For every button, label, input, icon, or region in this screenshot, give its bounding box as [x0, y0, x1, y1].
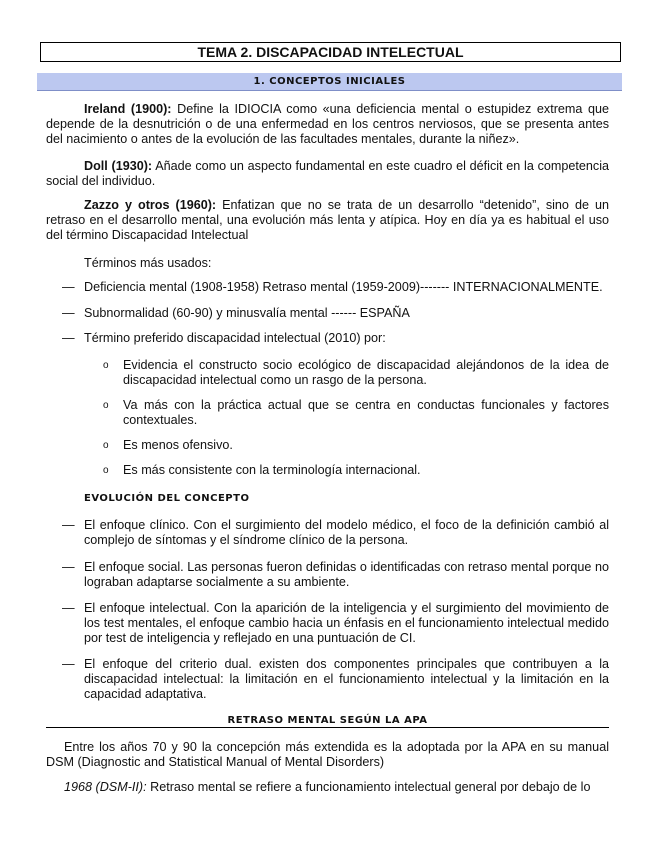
term-text: Término preferido discapacidad intelectual (2010) por: [84, 331, 386, 345]
dash-bullet: — [62, 280, 75, 294]
evolution-heading: EVOLUCIÓN DEL CONCEPTO [84, 493, 250, 504]
section-heading-conceptos: 1. CONCEPTOS INICIALES [37, 73, 622, 91]
list-item [62, 518, 609, 548]
paragraph-ireland [46, 102, 609, 147]
evolution-text: El enfoque del criterio dual. existen dos componentes principales que contribuyen a la discapacidad intelectual: la limitación en el funcionamiento intelectual y la limitación en la capacidad adaptativa. [84, 657, 609, 701]
circle-bullet: o [103, 400, 109, 411]
paragraph-doll-text: Añade como un aspecto fundamental en este cuadro el déficit en la competencia social del individuo. [46, 159, 610, 188]
list-item [103, 358, 609, 388]
circle-bullet: o [103, 360, 109, 371]
dsm-text: Retraso mental se refiere a funcionamiento intelectual general por debajo de lo [146, 780, 591, 794]
term-text: Deficiencia mental (1908-1958) Retraso mental (1959-2009)------- INTERNACIONALMENTE. [84, 280, 603, 294]
reason-text: Es menos ofensivo. [123, 438, 233, 452]
dash-bullet: — [62, 306, 75, 320]
apa-heading: RETRASO MENTAL SEGÚN LA APA [227, 715, 428, 726]
author-zazzo: Zazzo y otros (1960): [84, 198, 217, 212]
paragraph-ireland-text: Define la IDIOCIA como «una deficiencia mental o estupidez extrema que depende de la desnutrición o de una enfermedad en los centros nerviosos, que se presenta antes del nacimiento o antes de la evolución de las facultades mentales, durante la niñez». [46, 102, 610, 146]
author-doll: Doll (1930): [84, 159, 153, 173]
list-item [103, 398, 609, 428]
reason-text: Es más consistente con la terminología internacional. [123, 463, 421, 477]
author-ireland: Ireland (1900): [84, 102, 172, 116]
circle-bullet: o [103, 465, 109, 476]
list-item [62, 601, 609, 646]
dash-bullet: — [62, 601, 75, 615]
dash-bullet: — [62, 560, 75, 574]
list-item [62, 657, 609, 702]
evolution-text: El enfoque intelectual. Con la aparición de la inteligencia y el surgimiento del movimiento de los test mentales, el enfoque cambio hacia un énfasis en el funcionamiento intelectual medido por test de inteligencia y reflejado en una puntuación de CI. [84, 601, 609, 645]
dash-bullet: — [62, 331, 75, 345]
list-item [62, 560, 609, 590]
evolution-text: El enfoque social. Las personas fueron definidas o identificadas con retraso mental porque no lograban adaptarse socialmente a su ambiente. [84, 560, 609, 589]
term-text: Subnormalidad (60-90) y minusvalía mental ------ ESPAÑA [84, 306, 410, 320]
page-title: TEMA 2. DISCAPACIDAD INTELECTUAL [40, 42, 621, 62]
list-item [62, 331, 609, 346]
list-item [62, 280, 609, 295]
circle-bullet: o [103, 440, 109, 451]
evolution-text: El enfoque clínico. Con el surgimiento del modelo médico, el foco de la definición cambió al complejo de síntomas y el síndrome clínico de la persona. [84, 518, 609, 547]
reason-text: Va más con la práctica actual que se centra en conductas funcionales y factores contextuales. [123, 398, 609, 427]
list-item [62, 306, 609, 321]
paragraph-zazzo-text: Enfatizan que no se trata de un desarrollo “detenido”, sino de un retraso en el desarrollo mental, una evolución más lenta y atípica. Hoy en día ya es habitual el uso del término Discapacidad Intelectual [46, 198, 609, 242]
dsm-label: 1968 (DSM-II): [64, 780, 147, 794]
list-item [103, 438, 609, 453]
paragraph-zazzo [46, 198, 609, 243]
paragraph-dsm [46, 780, 609, 795]
list-item [103, 463, 609, 478]
dash-bullet: — [62, 657, 75, 671]
paragraph-apa: Entre los años 70 y 90 la concepción más extendida es la adoptada por la APA en su manual DSM (Diagnostic and Statistical Manual of Mental Disorders) [46, 740, 609, 769]
divider-line [46, 727, 609, 728]
paragraph-doll [46, 159, 609, 189]
dash-bullet: — [62, 518, 75, 532]
reason-text: Evidencia el constructo socio ecológico de discapacidad alejándonos de la idea de discapacidad intelectual como un rasgo de la persona. [123, 358, 609, 387]
terms-intro: Términos más usados: [84, 256, 212, 270]
